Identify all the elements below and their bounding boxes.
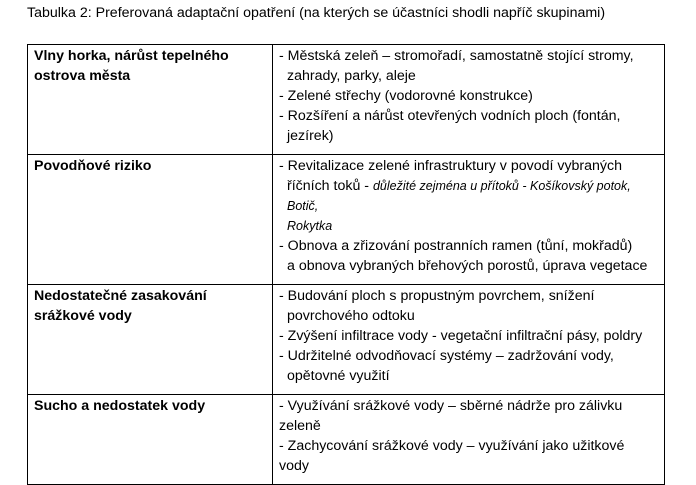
measures-cell <box>273 155 665 285</box>
risk-cell: Nedostatečné zasakování srážkové vody <box>28 285 273 395</box>
measure-note: důležité zejména u přítoků - Košíkovský potok, Botič, <box>287 179 631 213</box>
table-caption: Tabulka 2: Preferovaná adaptační opatření (na kterých se účastníci shodli napříč skupinami) <box>27 5 606 21</box>
adaptation-measures-table <box>27 44 665 485</box>
table-row <box>28 155 665 285</box>
measure-line: - Revitalizace zelené infrastruktury v povodí vybraných <box>279 158 623 174</box>
measure-line: opětovné využití <box>287 368 390 384</box>
risk-cell: Vlny horka, nárůst tepelného ostrova města <box>28 45 273 155</box>
measure-line: - Udržitelné odvodňovací systémy – zadržování vody, <box>279 348 614 364</box>
table-row <box>28 45 665 155</box>
risk-cell: Povodňové riziko <box>28 155 273 285</box>
measure-line: - Zvýšení infiltrace vody - vegetační infiltrační pásy, poldry <box>279 328 643 344</box>
measure-line: a obnova vybraných břehových porostů, úprava vegetace <box>287 258 648 274</box>
measure-line: zahrady, parky, aleje <box>287 68 416 84</box>
measures-cell <box>273 45 665 155</box>
measure-line: - Využívání srážkové vody – sběrné nádrže pro zálivku zeleně <box>279 398 623 434</box>
measure-note: Rokytka <box>287 219 333 233</box>
measure-line: - Budování ploch s propustným povrchem, snížení <box>279 288 595 304</box>
measure-line: - Městská zeleň – stromořadí, samostatně stojící stromy, <box>279 48 634 64</box>
table-row <box>28 285 665 395</box>
measure-line: - Obnova a zřizování postranních ramen (tůní, mokřadů) <box>279 238 633 254</box>
table-row <box>28 395 665 485</box>
measures-cell <box>273 285 665 395</box>
measure-line: jezírek) <box>287 128 334 144</box>
measure-text: říčních toků - <box>287 178 373 194</box>
measure-line <box>279 176 658 216</box>
measures-cell <box>273 395 665 485</box>
measure-line: povrchového odtoku <box>287 308 415 324</box>
risk-cell: Sucho a nedostatek vody <box>28 395 273 485</box>
measure-line: - Rozšíření a nárůst otevřených vodních ploch (fontán, <box>279 108 621 124</box>
measure-line: - Zelené střechy (vodorovné konstrukce) <box>279 88 533 104</box>
measure-line: - Zachycování srážkové vody – využívání jako užitkové vody <box>279 438 625 474</box>
